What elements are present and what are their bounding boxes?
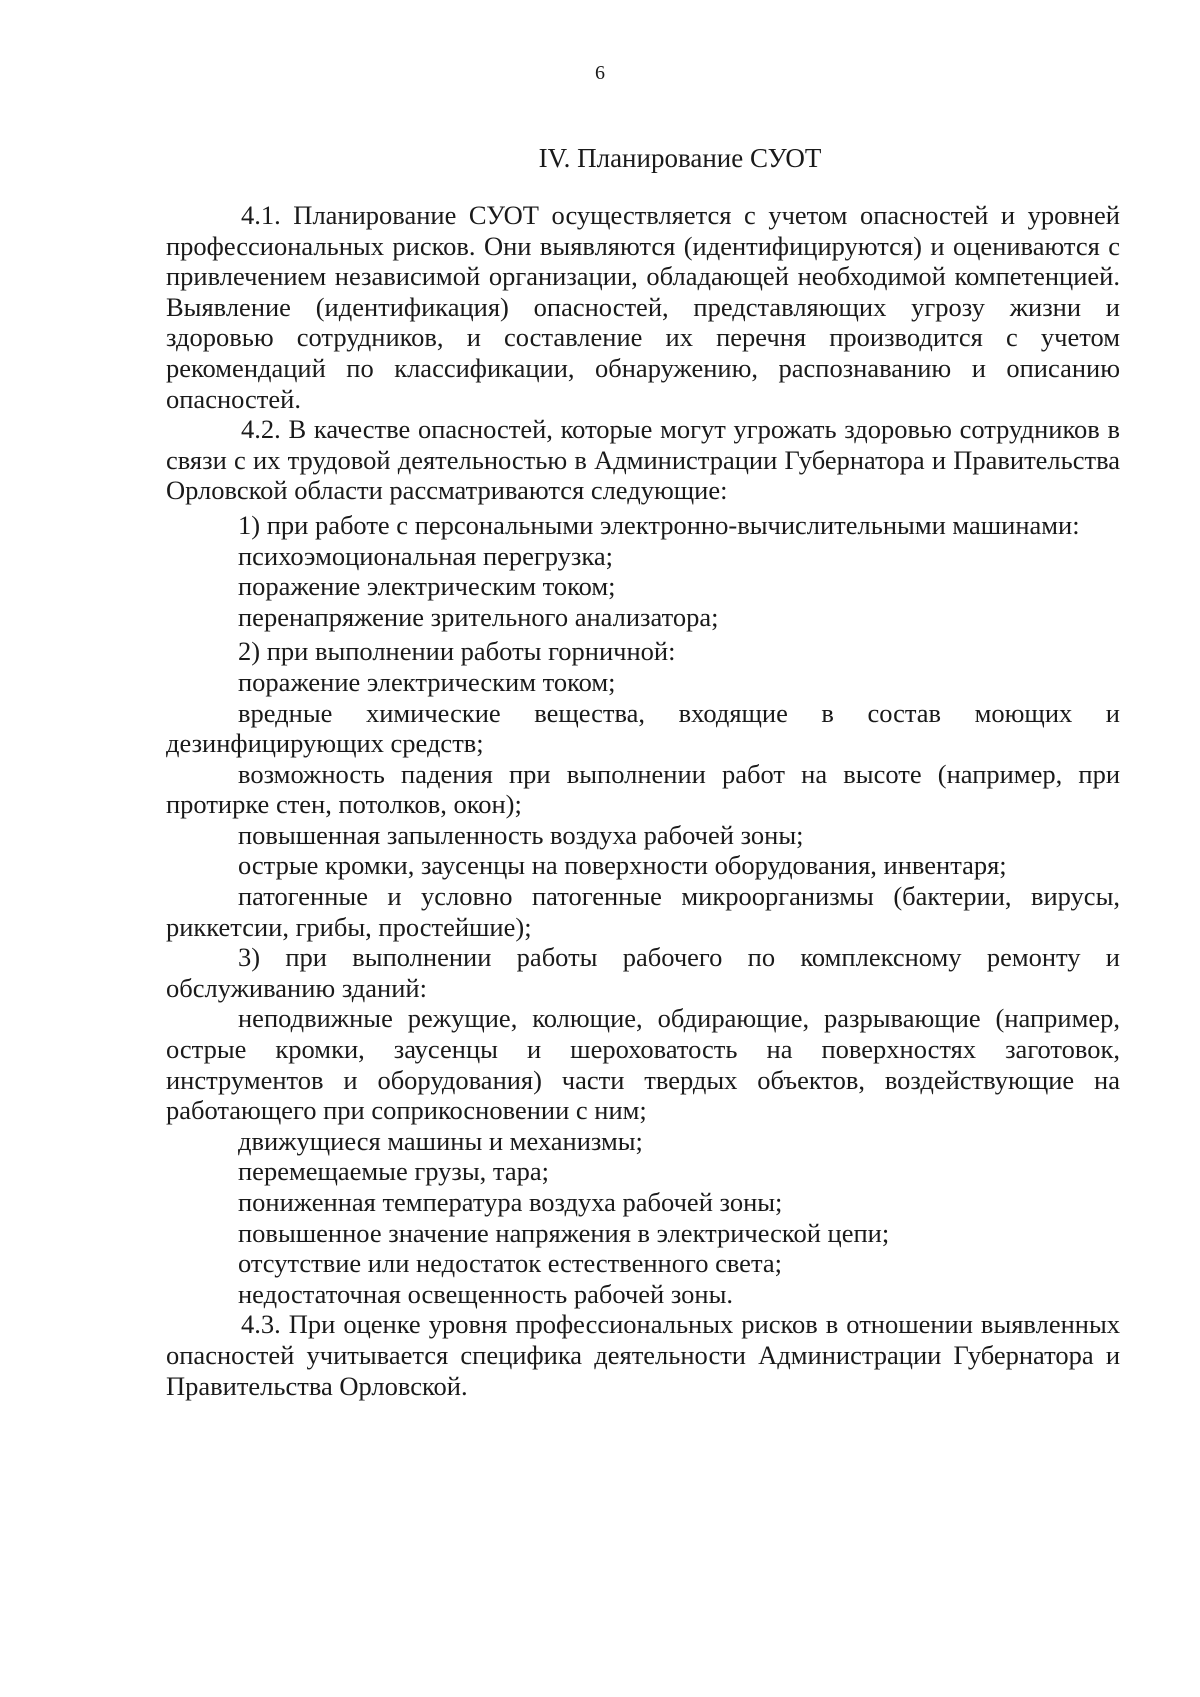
group-heading-2: 2) при выполнении работы горничной: xyxy=(238,636,676,667)
group-heading-1: 1) при работе с персональными электронно-вычислительными машинами: xyxy=(238,509,1080,540)
list-item: повышенное значение напряжения в электрической цепи; xyxy=(238,1217,890,1248)
paragraph-4-2: 4.2. В качестве опасностей, которые могут угрожать здоровью сотрудников в связи с их трудовой деятельностью в Администрации Губернатора и Правительства Орловской области рассматриваются следующие: xyxy=(166,414,1120,506)
list-item: пониженная температура воздуха рабочей зоны; xyxy=(238,1187,783,1217)
list-item: перенапряжение зрительного анализатора; xyxy=(238,601,719,632)
list-item: патогенные и условно патогенные микроорганизмы (бактерии, вирусы, риккетсии, грибы, простейшие); xyxy=(166,881,1120,942)
list-item: движущиеся машины и механизмы; xyxy=(238,1125,643,1156)
list-item: вредные химические вещества, входящие в состав моющих и дезинфицирующих средств; xyxy=(166,697,1120,759)
group-heading-3: 3) при выполнении работы рабочего по комплексному ремонту и обслуживанию зданий: xyxy=(166,942,1120,1003)
list-item: поражение электрическим током; xyxy=(238,571,616,602)
section-title: IV. Планирование СУОТ xyxy=(538,143,822,173)
list-item: психоэмоциональная перегрузка; xyxy=(238,540,613,571)
list-item: отсутствие или недостаток естественного света; xyxy=(238,1248,782,1279)
list-item: перемещаемые грузы, тара; xyxy=(238,1156,549,1187)
list-item: поражение электрическим током; xyxy=(238,666,616,697)
paragraph-4-3: 4.3. При оценке уровня профессиональных рисков в отношении выявленных опасностей учитывается специфика деятельности Администрации Губернатора и Правительства Орловской. xyxy=(166,1309,1120,1401)
list-item: недостаточная освещенность рабочей зоны. xyxy=(238,1278,734,1309)
list-item: повышенная запыленность воздуха рабочей зоны; xyxy=(238,819,804,850)
list-item: возможность падения при выполнении работ на высоте (например, при протирке стен, потолков, окон); xyxy=(166,758,1120,820)
document-body xyxy=(166,200,1120,1401)
page-number: 6 xyxy=(595,62,605,84)
list-item: острые кромки, заусенцы на поверхности оборудования, инвентаря; xyxy=(238,850,1007,881)
paragraph-4-1: 4.1. Планирование СУОТ осуществляется с учетом опасностей и уровней профессиональных рисков. Они выявляются (идентифицируются) и оцениваются с привлечением независимой организации, обладающей необходимой компетенцией. Выявление (идентификация) опасностей, представляющих угрозу жизни и здоровью сотрудников, и составление их перечня производится с учетом рекомендаций по классификации, обнаружению, распознаванию и описанию опасностей. xyxy=(166,200,1120,414)
list-item: неподвижные режущие, колющие, обдирающие, разрывающие (например, острые кромки, заусенцы и шероховатость на поверхностях заготовок, инструментов и оборудования) части твердых объектов, воздействующие на работающего при соприкосновении с ним; xyxy=(166,1003,1120,1126)
